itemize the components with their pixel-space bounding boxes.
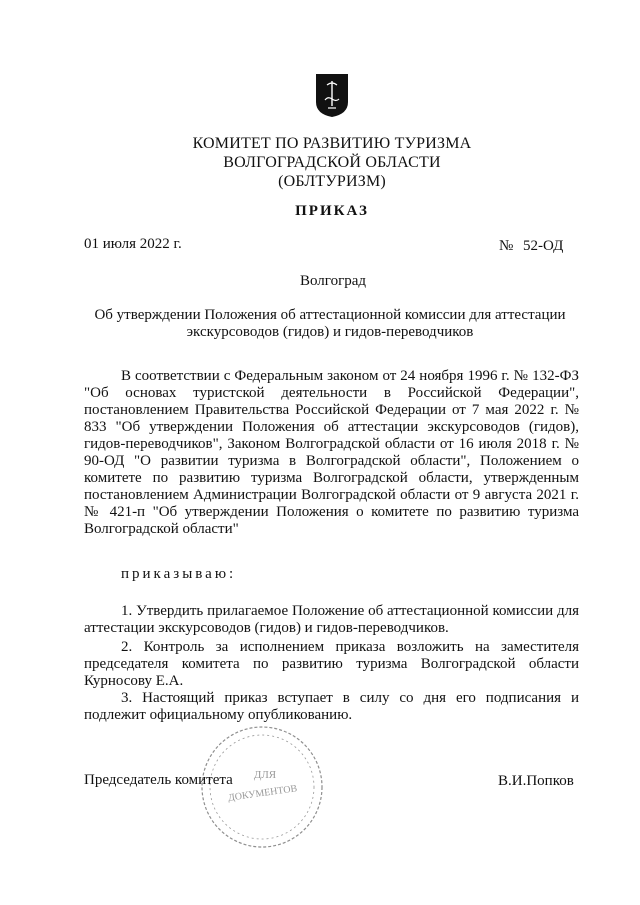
org-name-line1: КОМИТЕТ ПО РАЗВИТИЮ ТУРИЗМА [192, 135, 472, 152]
order-word: приказываю: [121, 566, 237, 582]
doc-type-title: ПРИКАЗ [295, 203, 369, 219]
stamp-text-line1: ДЛЯ [253, 769, 277, 781]
org-name-line3: (ОБЛТУРИЗМ) [278, 173, 386, 190]
doc-city: Волгоград [300, 273, 367, 289]
doc-subject-line2: экскурсоводов (гидов) и гидов-переводчиков [186, 324, 474, 340]
order-item-3: 3. Настоящий приказ вступает в силу со дня его подписания и подлежит официальному опубликованию. [84, 690, 579, 723]
org-name-line2: ВОЛГОГРАДСКОЙ ОБЛАСТИ [223, 154, 441, 171]
doc-number: № 52-ОД [499, 238, 564, 254]
order-item-1: 1. Утвердить прилагаемое Положение об аттестационной комиссии для аттестации экскурсоводов (гидов) и гидов-переводчиков. [84, 603, 579, 636]
doc-preamble: В соответствии с Федеральным законом от 24 ноября 1996 г. № 132-ФЗ "Об основах туристской деятельности в Российской Федерации", постановлением Правительства Российской Федерации от 7 мая 2022 г. № 833 "Об утверждении Положения об аттестации экскурсоводов (гидов), гидов-переводчиков", Законом Волгоградской области от 16 июля 2018 г. № 90-ОД "О развитии туризма в Волгоградской области", Положением о комитете по развитию туризма Волгоградской области, утвержденным постановлением Администрации Волгоградской области от 9 августа 2021 г. № 421-п "Об утверждении Положения о комитете по развитию туризма Волгоградской области" [84, 368, 579, 537]
signature-position: Председатель комитета [84, 772, 233, 788]
signature-name: В.И.Попков [498, 773, 574, 789]
doc-subject-line1: Об утверждении Положения об аттестационной комиссии для аттестации [94, 307, 566, 323]
stamp-text-line2: ДОКУМЕНТОВ [227, 783, 298, 804]
order-item-2: 2. Контроль за исполнением приказа возложить на заместителя председателя комитета по развитию туризма Волгоградской области Курносову Е.А. [84, 639, 579, 689]
coat-of-arms-icon [314, 72, 350, 118]
doc-date: 01 июля 2022 г. [84, 236, 182, 252]
